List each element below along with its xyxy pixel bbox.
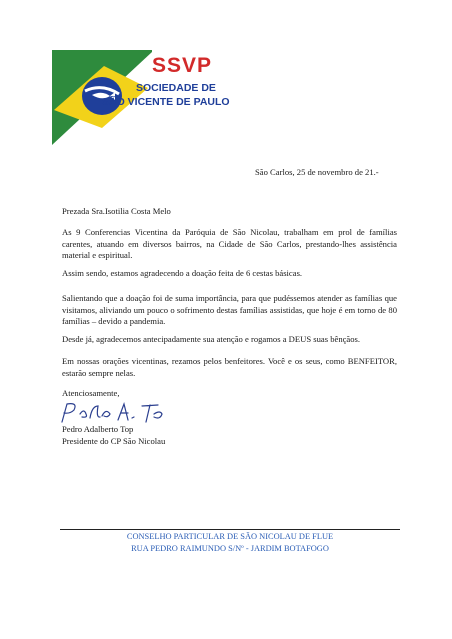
footer-organization: CONSELHO PARTICULAR DE SÃO NICOLAU DE FLUE bbox=[126, 532, 334, 541]
paragraph-2: Assim sendo, estamos agradecendo a doação feita de 6 cestas básicas. bbox=[62, 268, 303, 278]
handwritten-signature bbox=[58, 400, 168, 426]
logo-title: SSVP bbox=[152, 54, 213, 77]
logo-subtitle-line2: SÃO VICENTE DE PAULO bbox=[102, 96, 230, 108]
signer-title: Presidente do CP São Nicolau bbox=[62, 436, 166, 446]
paragraph-5: Em nossas orações vicentinas, rezamos pelos benfeitores. Você e os seus, como BENFEITOR, estarão sempre nelas. bbox=[62, 356, 397, 378]
logo-subtitle-line1: SOCIEDADE DE bbox=[136, 82, 216, 94]
paragraph-3: Salientando que a doação foi de suma importância, para que pudéssemos atender as famílias que visitamos, aliviando um pouco o sofrimento destas famílias assistidas, que hoje é em torno de 80 famílias – devido a pandemia. bbox=[62, 293, 397, 326]
letter-date: São Carlos, 25 de novembro de 21.- bbox=[255, 167, 379, 177]
footer-address: RUA PEDRO RAIMUNDO S/Nº - JARDIM BOTAFOGO bbox=[131, 544, 329, 553]
signer-name: Pedro Adalberto Top bbox=[62, 424, 134, 434]
paragraph-1: As 9 Conferencias Vicentina da Paróquia de São Nicolau, trabalham em prol de famílias carentes, atuando em diversos bairros, na Cidade de São Carlos, prestando-lhes assistência material e espiritual. bbox=[62, 227, 397, 260]
letter-closing: Atenciosamente, bbox=[62, 388, 120, 398]
footer-divider bbox=[60, 529, 400, 530]
paragraph-4: Desde já, agradecemos antecipadamente sua atenção e rogamos a DEUS suas bênçãos. bbox=[62, 334, 361, 344]
letter-greeting: Prezada Sra.Isotilia Costa Melo bbox=[62, 206, 171, 216]
ssvp-logo bbox=[52, 50, 232, 145]
